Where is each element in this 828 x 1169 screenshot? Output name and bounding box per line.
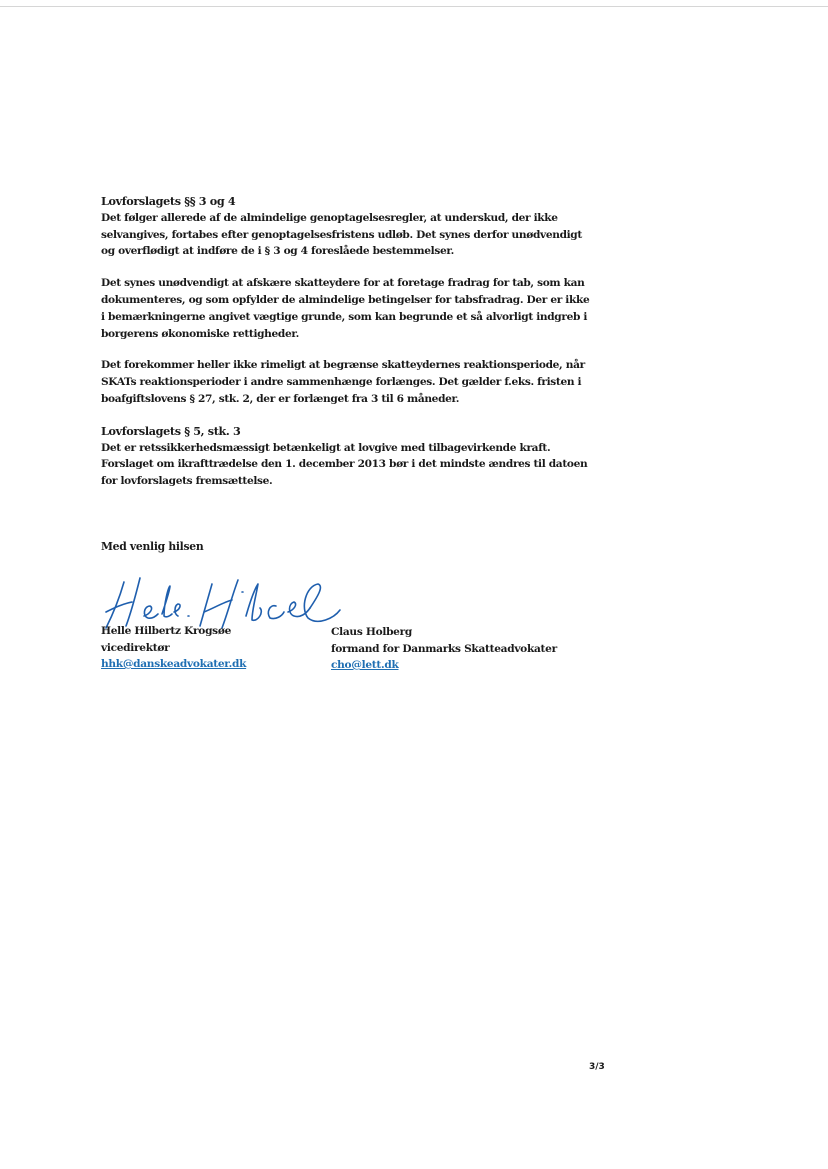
body-paragraph: Det følger allerede af de almindelige genoptagelsesregler, at underskud, der ikke selvangives, fortabes efter genoptagelsesfristens udløb. Det synes derfor unødvendigt og overflødigt at indføre de i § 3 og 4 foreslåede bestemmelser. [101, 211, 582, 258]
signatory-name: Claus Holberg [331, 626, 413, 638]
body-paragraph: Det er retssikkerhedsmæssigt betænkeligt at lovgive med tilbagevirkende kraft. Forslaget om ikrafttrædelse den 1. december 2013 bør i det mindste ændres til datoen for lovforslagets fremsættelse. [101, 441, 588, 488]
letter-body [101, 193, 591, 490]
page-top-border [0, 6, 828, 7]
section-heading-paragraph-5: Lovforslagets § 5, stk. 3 [101, 423, 241, 438]
signatory-name: Helle Hilbertz Krogsøe [101, 625, 232, 637]
signatory-right [331, 624, 557, 674]
signatory-email-link[interactable]: cho@lett.dk [331, 659, 399, 671]
body-paragraph: Det synes unødvendigt at afskære skatteydere for at foretage fradrag for tab, som kan dokumenteres, og som opfylder de almindelige betingelser for tabsfradrag. Der er ikke i bemærkningerne angivet vægtige grunde, som kan begrunde et så alvorligt indgreb i borgerens økonomiske rettigheder. [101, 277, 590, 340]
section-heading-paragraphs-3-4: Lovforslagets §§ 3 og 4 [101, 194, 236, 208]
body-paragraph: Det forekommer heller ikke rimeligt at begrænse skatteydernes reaktionsperiode, når SKATs reaktionsperioder i andre sammenhænge forlænges. Det gælder f.eks. fristen i boafgiftslovens § 27, stk. 2, der er forlænget fra 3 til 6 måneder. [101, 359, 585, 405]
closing-salutation: Med venlig hilsen [101, 540, 204, 553]
signatory-title: formand for Danmarks Skatteadvokater [331, 642, 557, 655]
page-number: 3/3 [589, 1062, 605, 1072]
signatory-left [101, 623, 246, 673]
signatory-email-link[interactable]: hhk@danskeadvokater.dk [101, 658, 247, 670]
signatory-title: vicedirektør [101, 641, 170, 654]
